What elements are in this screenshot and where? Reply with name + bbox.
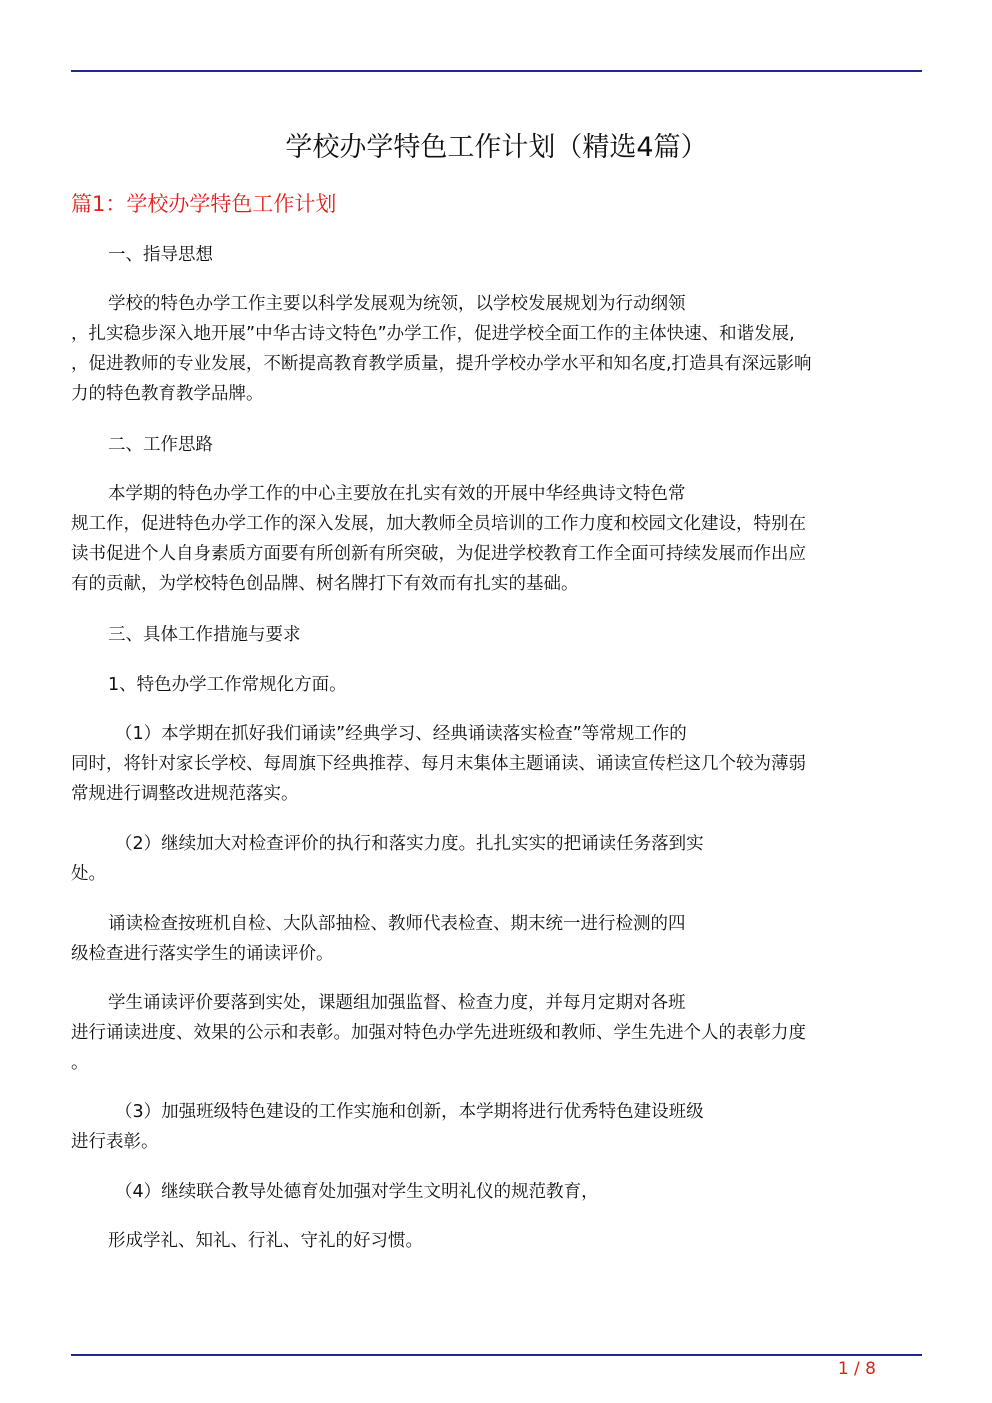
text-line: 处。 xyxy=(71,864,106,884)
paragraph xyxy=(71,1177,922,1207)
footer-rule xyxy=(71,1354,922,1356)
paragraph xyxy=(71,1097,922,1157)
text-line: 有的贡献，为学校特色创品牌、树名牌打下有效而有扎实的基础。 xyxy=(71,574,579,594)
section-heading xyxy=(71,430,922,460)
header-rule xyxy=(71,70,922,72)
paragraph xyxy=(71,719,922,809)
text-line: ，促进教师的专业发展，不断提高教育教学质量，提升学校办学水平和知名度,打造具有深远影响 xyxy=(71,354,812,374)
text-line: 形成学礼、知礼、行礼、守礼的好习惯。 xyxy=(108,1231,423,1251)
page-number: 1 / 8 xyxy=(837,1359,876,1379)
paragraph xyxy=(71,909,922,969)
subsection-heading xyxy=(71,670,922,700)
text-line: （2）继续加大对检查评价的执行和落实力度。扎扎实实的把诵读任务落到实 xyxy=(115,834,704,854)
chapter-heading: 篇1：学校办学特色工作计划 xyxy=(71,192,337,216)
text-line: ，扎实稳步深入地开展”中华古诗文特色”办学工作，促进学校全面工作的主体快速、和谐发展, xyxy=(71,324,795,344)
paragraph xyxy=(71,829,922,889)
section-heading xyxy=(71,620,922,650)
text-line: 1、特色办学工作常规化方面。 xyxy=(108,675,347,695)
text-line: 级检查进行落实学生的诵读评价。 xyxy=(71,944,334,964)
text-line: 二、工作思路 xyxy=(108,435,213,455)
text-line: 力的特色教育教学品牌。 xyxy=(71,384,264,404)
text-line: （1）本学期在抓好我们诵读”经典学习、经典诵读落实检查”等常规工作的 xyxy=(115,724,687,744)
text-line: 规工作，促进特色办学工作的深入发展，加大教师全员培训的工作力度和校园文化建设，特别在 xyxy=(71,514,806,534)
section-heading xyxy=(71,240,922,270)
text-line: 同时，将针对家长学校、每周旗下经典推荐、每月末集体主题诵读、诵读宣传栏这几个较为薄弱 xyxy=(71,754,806,774)
text-line: 进行表彰。 xyxy=(71,1132,159,1152)
text-line: （4）继续联合教导处德育处加强对学生文明礼仪的规范教育， xyxy=(115,1182,599,1202)
paragraph xyxy=(71,289,922,409)
text-line: 诵读检查按班机自检、大队部抽检、教师代表检查、期末统一进行检测的四 xyxy=(108,914,686,934)
text-line: 学生诵读评价要落到实处，课题组加强监督、检查力度，并每月定期对各班 xyxy=(108,993,686,1013)
paragraph xyxy=(71,1226,922,1256)
text-line: 本学期的特色办学工作的中心主要放在扎实有效的开展中华经典诗文特色常 xyxy=(108,484,686,504)
text-line: 一、指导思想 xyxy=(108,245,213,265)
text-line: 常规进行调整改进规范落实。 xyxy=(71,784,299,804)
document-title: 学校办学特色工作计划（精选4篇） xyxy=(285,132,708,163)
paragraph xyxy=(71,479,922,599)
text-line: 学校的特色办学工作主要以科学发展观为统领，以学校发展规划为行动纲领 xyxy=(108,294,686,314)
text-line: 进行诵读进度、效果的公示和表彰。加强对特色办学先进班级和教师、学生先进个人的表彰力度 xyxy=(71,1023,806,1043)
text-line: 。 xyxy=(71,1053,89,1073)
text-line: 三、具体工作措施与要求 xyxy=(108,625,301,645)
text-line: （3）加强班级特色建设的工作实施和创新，本学期将进行优秀特色建设班级 xyxy=(115,1102,704,1122)
text-line: 读书促进个人自身素质方面要有所创新有所突破，为促进学校教育工作全面可持续发展而作出应 xyxy=(71,544,806,564)
paragraph xyxy=(71,988,922,1078)
